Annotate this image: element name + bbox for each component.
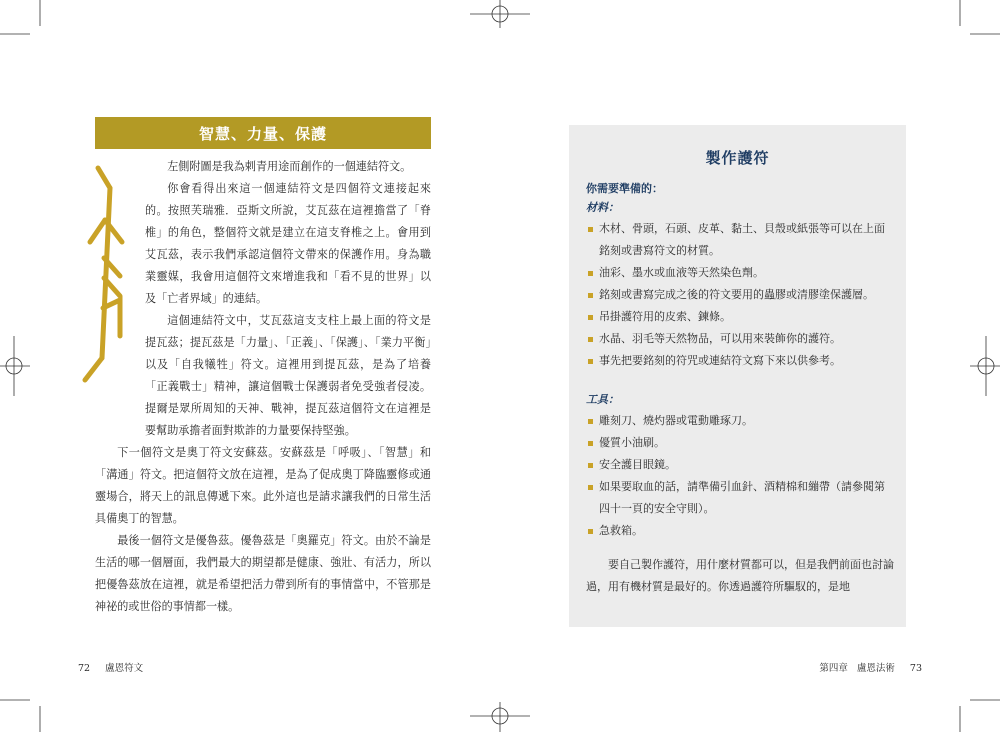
list-item: 銘刻或書寫完成之後的符文要用的蟲膠或清膠塗保護層。 — [586, 284, 894, 306]
sidebar-box — [569, 125, 906, 627]
sidebar-title: 製作護符 — [705, 149, 770, 167]
list-item: 吊掛護符用的皮索、鍊條。 — [586, 306, 894, 328]
paragraph-5: 最後一個符文是優魯茲。優魯茲是「奧羅克」符文。由於不論是生活的哪一個層面，我們最大的期望都是健康、強壯、有活力，所以把優魯茲放在這裡，就是希望把活力帶到所有的事情當中，不管那是神祕的或世俗的事情都一樣。 — [95, 534, 431, 613]
section-title-bar — [95, 117, 431, 149]
tools-list — [586, 410, 894, 542]
left-page-number: 72 — [78, 663, 91, 674]
list-item: 油彩、墨水或血液等天然染色劑。 — [586, 262, 894, 284]
paragraph-4: 下一個符文是奧丁符文安蘇茲。安蘇茲是「呼吸」、「智慧」和「溝通」符文。把這個符文放在這裡，是為了促成奧丁降臨靈修或通靈場合，將天上的訊息傳遞下來。此外這也是請求讓我們的日常生活具備奧丁的智慧。 — [95, 446, 431, 525]
paragraph-3: 這個連結符文中，艾瓦茲這支支柱上最上面的符文是提瓦茲；提瓦茲是「力量」、「正義」、「保護」、「業力平衡」以及「自我犧牲」符文。這裡用到提瓦茲，是為了培養「正義戰士」精神，讓這個戰士保護弱者免受強者侵凌。提爾是眾所周知的天神、戰神，提瓦茲這個符文在這裡是要幫助承擔者面對欺詐的力量要保持堅強。 — [145, 314, 431, 437]
paragraph-1: 左側附圖是我為剌青用途而創作的一個連結符文。 — [167, 160, 412, 173]
right-footer — [819, 660, 922, 674]
left-footer — [78, 660, 143, 674]
list-item: 水晶、羽毛等天然物品，可以用來裝飾你的護符。 — [586, 328, 894, 350]
list-item: 優質小油刷。 — [586, 432, 894, 454]
left-body-text — [95, 156, 431, 618]
list-item: 急救箱。 — [586, 520, 894, 542]
chapter-label: 第四章 — [819, 663, 848, 674]
closing-paragraph: 要自己製作護符，用什麼材質都可以，但是我們前面也討論過，用有機材質是最好的。你透過護符所驅馭的，是地 — [586, 558, 894, 593]
left-running-title: 盧恩符文 — [105, 663, 144, 674]
need-label: 你需要準備的： — [586, 182, 663, 195]
list-item: 安全護目眼鏡。 — [586, 454, 894, 476]
sidebar-content — [586, 180, 894, 598]
list-item: 事先把要銘刻的符咒或連結符文寫下來以供參考。 — [586, 350, 894, 372]
materials-list — [586, 218, 894, 372]
list-item: 木材、骨頭，石頭、皮革、黏土、貝殼或紙張等可以在上面銘刻或書寫符文的材質。 — [586, 218, 894, 262]
right-page-number: 73 — [909, 663, 922, 674]
chapter-title: 盧恩法術 — [856, 663, 895, 674]
paragraph-2: 你會看得出來這一個連結符文是四個符文連接起來的。按照芙瑞雅．亞斯文所說，艾瓦茲在這裡擔當了「脊椎」的角色，整個符文就是建立在這支脊椎之上。會用到艾瓦茲，表示我們承認這個符文帶來的保護作用。身為職業靈媒，我會用這個符文來增進我和「看不見的世界」以及「亡者界域」的連結。 — [145, 182, 431, 305]
list-item: 雕刻刀、燒灼器或電動雕琢刀。 — [586, 410, 894, 432]
materials-label: 材料： — [586, 201, 619, 214]
list-item: 如果要取血的話，請準備引血針、酒精棉和繃帶（請參閱第四十一頁的安全守則）。 — [586, 476, 894, 520]
section-title: 智慧、力量、保護 — [198, 124, 327, 143]
tools-label: 工具： — [586, 393, 619, 406]
